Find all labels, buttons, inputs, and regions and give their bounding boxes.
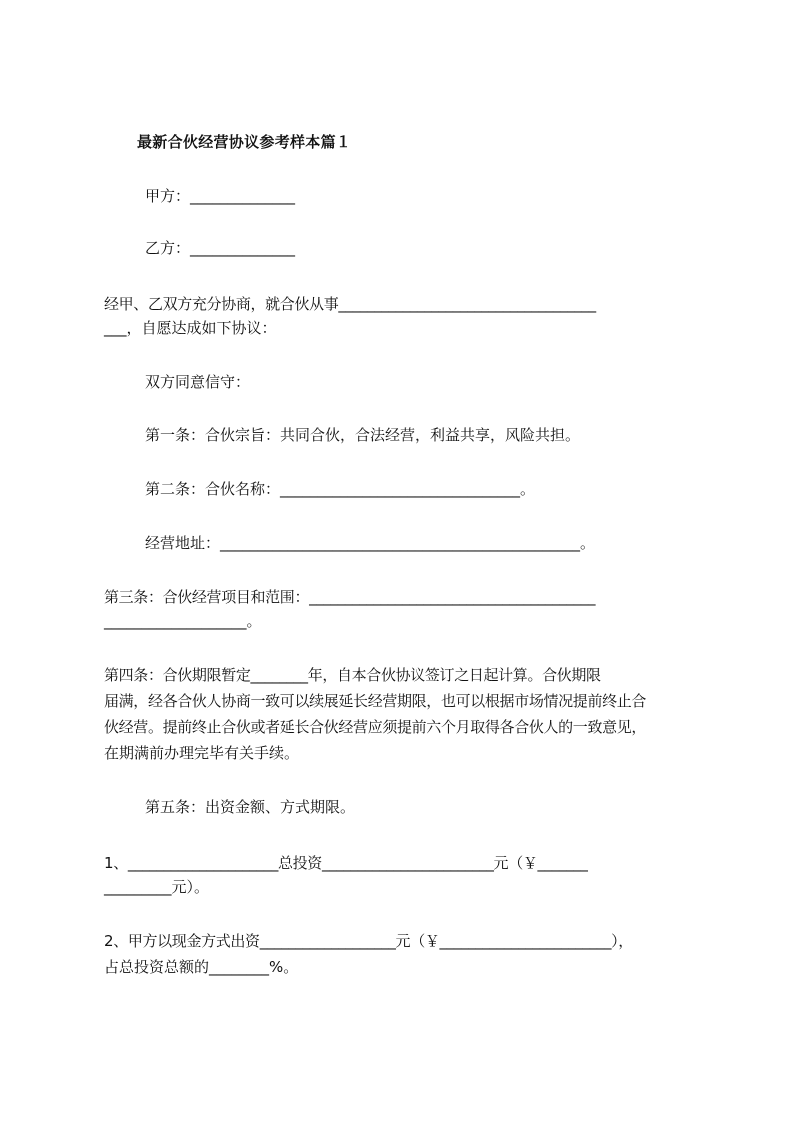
article-4-line-1: 第四条：合伙期限暂定________年，自本合伙协议签订之日起计算。合伙期限	[104, 666, 601, 684]
item-2-line-2: 占总投资总额的________%。	[104, 958, 299, 976]
preamble-line-1: 经甲、乙双方充分协商，就合伙从事____________________________________	[104, 295, 596, 313]
article-3-line-1: 第三条：合伙经营项目和范围：________________________________________	[104, 588, 596, 606]
article-1: 第一条：合伙宗旨：共同合伙，合法经营，利益共享，风险共担。	[145, 426, 581, 444]
article-4-line-2: 届满，经各合伙人协商一致可以续展延长经营期限，也可以根据市场情况提前终止合	[104, 692, 647, 710]
preamble-line-2: ___，自愿达成如下协议：	[104, 319, 277, 337]
party-b-line: 乙方：______________	[145, 239, 296, 257]
business-address: 经营地址：________________________________________________。	[145, 534, 596, 552]
article-5: 第五条：出资金额、方式期限。	[145, 798, 356, 816]
item-1-line-1: 1、_____________________总投资________________________元（￥_______	[104, 854, 588, 872]
agreement-line: 双方同意信守：	[145, 373, 251, 391]
article-2: 第二条：合伙名称：________________________________。	[145, 480, 536, 498]
article-4-line-3: 伙经营。提前终止合伙或者延长合伙经营应须提前六个月取得各合伙人的一致意见，	[104, 718, 647, 736]
article-3-line-2: ___________________。	[104, 612, 262, 630]
item-1-line-2: _________元）。	[104, 878, 210, 896]
party-a-line: 甲方：______________	[145, 187, 296, 205]
document-title: 最新合伙经营协议参考样本篇１	[137, 133, 352, 151]
item-2-line-1: 2、甲方以现金方式出资___________________元（￥________________________），	[104, 932, 633, 950]
article-4-line-4: 在期满前办理完毕有关手续。	[104, 744, 300, 762]
